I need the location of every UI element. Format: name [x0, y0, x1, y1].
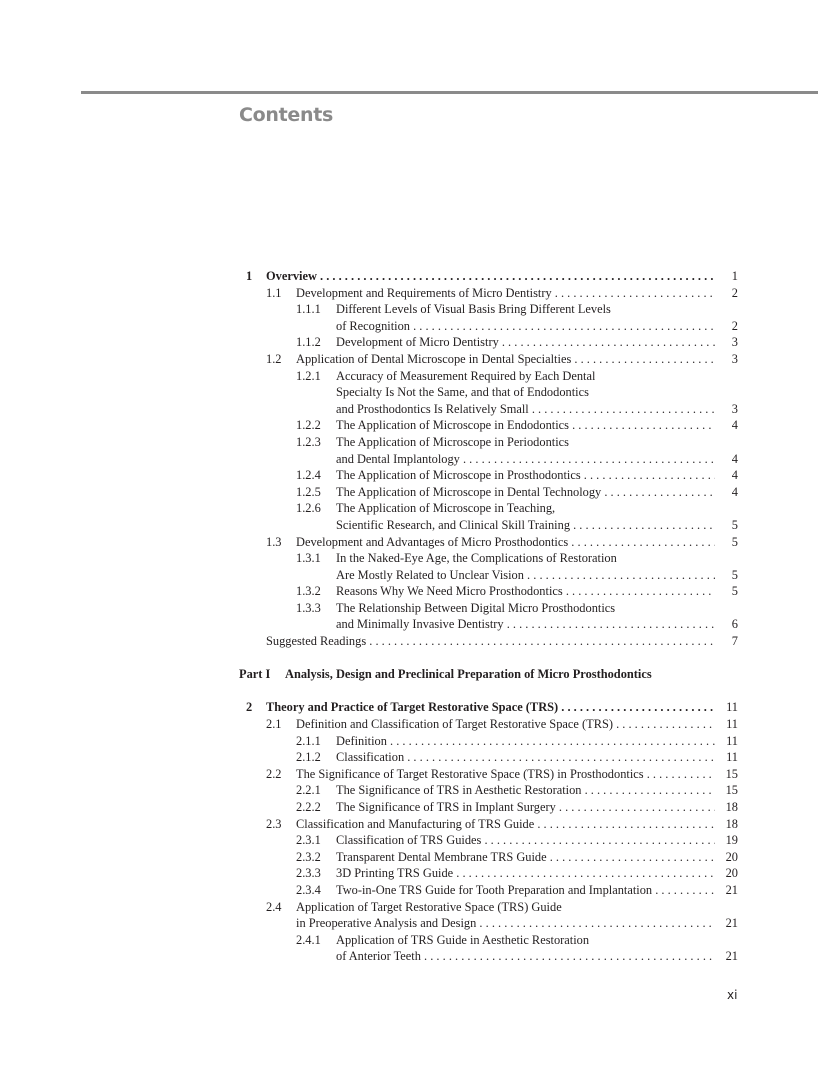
toc-entry [0, 583, 818, 600]
toc-entry-page-number: 18 [725, 800, 738, 814]
toc-entry-number: 2.3.1 [296, 833, 321, 848]
toc-entry-number: 1 [246, 269, 253, 283]
toc-entry-title[interactable]: Development and Requirements of Micro Dentistry . . . [296, 285, 715, 302]
toc-entry-title[interactable]: Specialty Is Not the Same, and that of Endodontics [336, 385, 589, 400]
toc-entry-number: 2.4.1 [296, 932, 321, 947]
toc-entry-number: 1.1.2 [296, 335, 321, 350]
toc-entry-page-number: 15 [725, 766, 738, 781]
toc-entry [0, 749, 818, 766]
toc-entry-title[interactable]: The Application of Microscope in Periodontics [336, 434, 569, 449]
toc-entry-page-number: 11 [726, 717, 738, 732]
toc-entry-title[interactable]: The Application of Microscope in Endodontics . . . [336, 417, 715, 434]
toc-entry [0, 816, 818, 833]
toc-entry-page-number: 21 [725, 882, 738, 897]
toc-entry-page-number: 21 [725, 949, 738, 964]
toc-entry-number: 1.1.1 [296, 302, 321, 317]
toc-spacer [0, 683, 818, 700]
toc-entry-number: 2.2.2 [296, 800, 321, 814]
toc-entry-number: 1.2.1 [296, 368, 321, 383]
toc-entry-title[interactable]: Accuracy of Measurement Required by Each Dental [336, 368, 596, 383]
toc-entry-page-number: 4 [731, 484, 738, 499]
toc-entry-title[interactable]: Reasons Why We Need Micro Prosthodontics . . . [336, 583, 715, 600]
toc-entry-page-number: 3 [731, 335, 738, 350]
toc-entry-number: 2.1 [266, 717, 282, 732]
toc-entry-page-number: 18 [725, 816, 738, 831]
toc-entry [0, 849, 818, 866]
toc-entry-page-number: 6 [731, 617, 738, 632]
toc-entry [0, 766, 818, 783]
toc-entry-page-number: 1 [731, 269, 738, 283]
toc-entry-title[interactable]: In the Naked-Eye Age, the Complications of Restoration [336, 551, 617, 566]
toc-entry-page-number: 20 [725, 866, 738, 881]
toc-entry [0, 699, 818, 716]
toc-entry [0, 417, 818, 434]
toc-entry-title[interactable]: The Application of Microscope in Prosthodontics . . . [336, 467, 715, 484]
toc-entry-page-number: 11 [726, 733, 738, 748]
toc-entry-number: 1.3 [266, 534, 282, 549]
toc-entry [0, 899, 818, 916]
toc-entry [0, 318, 818, 335]
toc-entry-page-number: 21 [725, 916, 738, 931]
toc-entry [0, 451, 818, 468]
toc-entry-number: 1.1 [266, 285, 282, 300]
toc-entry-page-number: 2 [731, 318, 738, 333]
toc-entry-page-number: 4 [731, 468, 738, 483]
toc-entry [0, 733, 818, 750]
toc-entry [0, 334, 818, 351]
toc-entry-title[interactable]: Application of TRS Guide in Aesthetic Restoration [336, 932, 590, 947]
toc-entry-title[interactable]: of Recognition . . . [336, 318, 715, 335]
toc-entry [0, 550, 818, 567]
toc-entry [0, 600, 818, 617]
toc-entry [0, 915, 818, 932]
toc-entry-number: 2.3 [266, 816, 282, 831]
toc-entry-page-number: 2 [731, 285, 738, 300]
toc-entry [0, 865, 818, 882]
toc-entry-title[interactable]: Classification of TRS Guides . . . [336, 832, 715, 849]
toc-entry-number: 2.3.4 [296, 882, 321, 897]
toc-entry-number: 1.2.5 [296, 484, 321, 499]
toc-entry-title[interactable]: in Preoperative Analysis and Design . . . [296, 915, 715, 932]
toc-entry-page-number: 4 [731, 451, 738, 466]
toc-entry [0, 268, 818, 285]
toc-entry [0, 301, 818, 318]
toc-entry [0, 782, 818, 799]
toc-entry-title[interactable]: Development of Micro Dentistry . . . [336, 334, 715, 351]
toc-entry-title[interactable]: The Significance of Target Restorative Space (TRS) in Prosthodontics . . . [296, 766, 715, 783]
toc-entry [0, 948, 818, 965]
toc-entry-page-number: 7 [731, 634, 738, 649]
toc-entry-page-number: 19 [725, 833, 738, 848]
toc-entry-title[interactable]: of Anterior Teeth . . . [336, 948, 715, 965]
toc-entry [0, 799, 818, 816]
toc-entry-number: 2 [246, 700, 253, 715]
toc-entry-title[interactable]: Development and Advantages of Micro Prosthodontics . . . [296, 534, 715, 551]
toc-entry-title[interactable]: Application of Dental Microscope in Dental Specialties . . . [296, 351, 715, 368]
toc-entry-number: 1.3.1 [296, 551, 321, 566]
toc-entry-title[interactable]: and Prosthodontics Is Relatively Small . . . [336, 401, 715, 418]
toc-entry [0, 368, 818, 385]
toc-entry-page-number: 5 [731, 567, 738, 582]
toc-entry-title[interactable]: The Application of Microscope in Dental Technology . . . [336, 484, 715, 501]
toc-spacer [0, 650, 818, 667]
toc-part-number: Part I [239, 667, 271, 682]
toc-entry-number: 2.3.3 [296, 866, 321, 881]
toc-entry-number: 2.3.2 [296, 849, 321, 864]
toc-entry [0, 517, 818, 534]
toc-entry-title[interactable]: Classification and Manufacturing of TRS Guide . . . [296, 816, 715, 833]
toc-entry-number: 1.2.6 [296, 501, 321, 516]
toc-entry-title[interactable]: Application of Target Restorative Space (TRS) Guide [296, 899, 562, 914]
toc-entry-title[interactable]: Transparent Dental Membrane TRS Guide . . . [336, 849, 715, 866]
toc-entry-page-number: 4 [731, 418, 738, 433]
toc-entry-title[interactable]: The Relationship Between Digital Micro Prosthodontics [336, 600, 616, 615]
toc-entry-number: 2.2 [266, 766, 282, 781]
toc-entry-title[interactable]: Definition and Classification of Target Restorative Space (TRS) . . . [296, 716, 715, 733]
toc-entry-title[interactable]: Overview . . . [266, 268, 715, 285]
toc-entry [0, 932, 818, 949]
toc-entry [0, 633, 818, 650]
toc-entry [0, 401, 818, 418]
page-title: Contents [239, 104, 334, 126]
toc-entry-title[interactable]: and Minimally Invasive Dentistry . . . [336, 616, 715, 633]
toc-entry-title[interactable]: The Application of Microscope in Teaching, [336, 501, 556, 516]
toc-entry-title[interactable]: Definition . . . [336, 733, 715, 750]
toc-entry [0, 832, 818, 849]
toc-entry-title[interactable]: Different Levels of Visual Basis Bring Different Levels [336, 302, 611, 317]
toc-entry [0, 434, 818, 451]
toc-entry [0, 882, 818, 899]
toc-entry-title[interactable]: Theory and Practice of Target Restorative Space (TRS) . . . [266, 699, 715, 716]
toc-entry-page-number: 11 [726, 750, 738, 765]
toc-entry-title[interactable]: Are Mostly Related to Unclear Vision . . . [336, 567, 715, 584]
toc-entry-title[interactable]: Scientific Research, and Clinical Skill Training . . . [336, 517, 715, 534]
toc-entry [0, 384, 818, 401]
toc-entry [0, 616, 818, 633]
toc-entry [0, 534, 818, 551]
toc-part-title: Analysis, Design and Preclinical Preparation of Micro Prosthodontics [285, 667, 652, 682]
toc-entry-title[interactable]: The Significance of TRS in Aesthetic Restoration . . . [336, 782, 715, 799]
toc-entry-page-number: 15 [725, 783, 738, 798]
toc-entry-number: 1.2 [266, 351, 282, 366]
toc-entry-title[interactable]: 3D Printing TRS Guide . . . [336, 865, 715, 882]
toc-entry-number: 1.3.2 [296, 584, 321, 599]
toc-entry-number: 1.2.2 [296, 418, 321, 433]
toc-entry-title[interactable]: and Dental Implantology . . . [336, 451, 715, 468]
toc-entry-number: 2.2.1 [296, 783, 321, 798]
toc-entry-title[interactable]: Suggested Readings . . . [266, 633, 715, 650]
toc-entry-number: 1.3.3 [296, 600, 321, 615]
toc-entry [0, 716, 818, 733]
toc-entry [0, 500, 818, 517]
toc-entry [0, 484, 818, 501]
toc-entry-number: 2.4 [266, 899, 282, 914]
toc-entry-page-number: 11 [726, 700, 738, 715]
toc-entry-title[interactable]: Classification . . . [336, 749, 715, 766]
toc-entry-title[interactable]: Two-in-One TRS Guide for Tooth Preparation and Implantation . . . [336, 882, 715, 899]
toc-entry-title[interactable]: The Significance of TRS in Implant Surgery . . . [336, 799, 715, 816]
toc-entry-number: 1.2.3 [296, 434, 321, 449]
page-folio: xi [727, 988, 738, 1002]
toc-part-heading [0, 666, 818, 683]
toc-entry-page-number: 3 [731, 401, 738, 416]
toc-entry [0, 351, 818, 368]
toc-entry-page-number: 20 [725, 849, 738, 864]
toc-entry [0, 567, 818, 584]
toc-entry-page-number: 3 [731, 351, 738, 366]
table-of-contents [0, 268, 818, 965]
toc-entry-page-number: 5 [731, 584, 738, 599]
toc-entry [0, 285, 818, 302]
toc-entry-number: 1.2.4 [296, 468, 321, 483]
toc-entry-page-number: 5 [731, 517, 738, 532]
top-rule [81, 91, 818, 94]
toc-entry-number: 2.1.1 [296, 733, 321, 748]
toc-entry [0, 467, 818, 484]
toc-entry-page-number: 5 [731, 534, 738, 549]
toc-entry-number: 2.1.2 [296, 750, 321, 765]
